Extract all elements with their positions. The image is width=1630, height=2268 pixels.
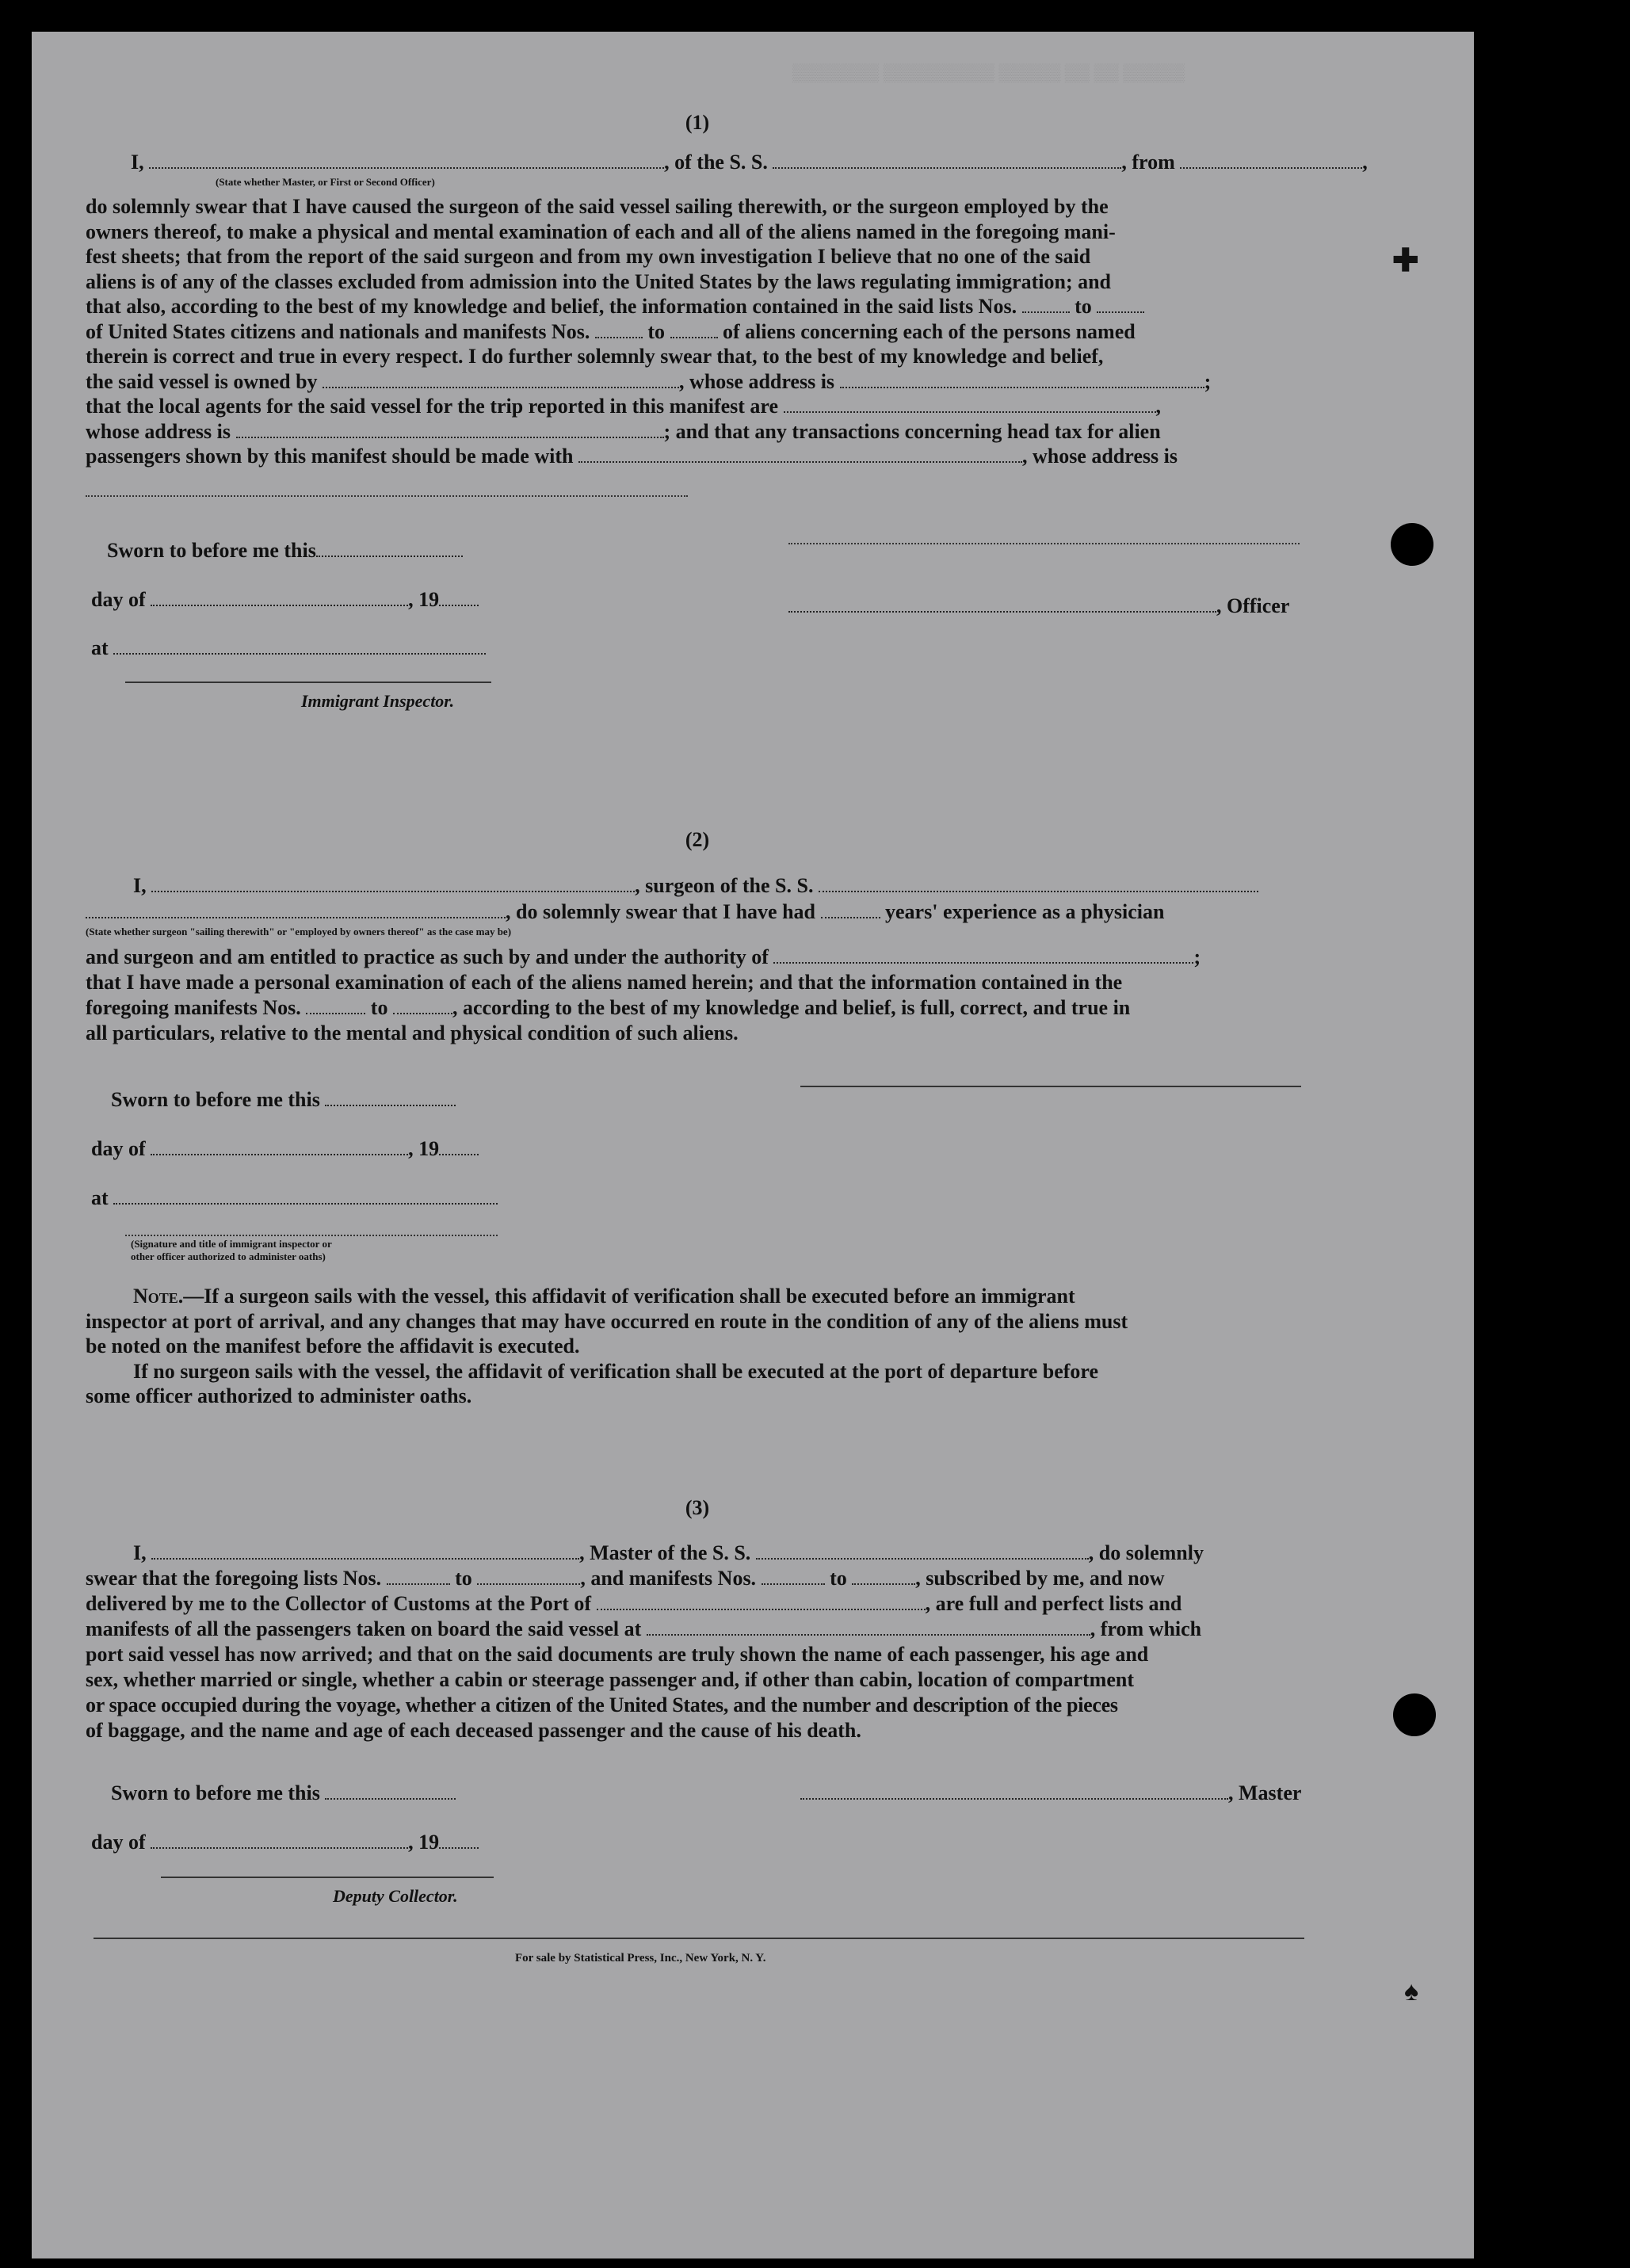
section-2-line-2: , do solemnly swear that I have had years' experience as a physician [86, 900, 1164, 924]
section-3-day-of: day of , 19 [91, 1831, 479, 1854]
section-3-line-2: swear that the foregoing lists Nos. to , and manifests Nos. to , subscribed by me, and now [86, 1567, 1165, 1590]
section-1-day-of: day of , 19 [91, 588, 479, 612]
section-3-line-1: I, , Master of the S. S. , do solemnly [133, 1541, 1204, 1564]
section-2-surgeon-note: (State whether surgeon "sailing therewith" or "employed by owners thereof" as the case may be) [86, 926, 512, 937]
clip-mark: ✚ [1392, 242, 1419, 278]
section-3-line-6: sex, whether married or single, whether a cabin or steerage passenger and, if other than cabin, location of compartment [86, 1668, 1134, 1691]
section-1-at: at [91, 636, 486, 660]
section-3-line-8: of baggage, and the name and age of each deceased passenger and the cause of his death. [86, 1719, 861, 1742]
section-2-note: Note.—If a surgeon sails with the vessel, this affidavit of verification shall be executed before an immigrant inspector at port of arrival, and any changes that may have occurred en route in the condition of any of the aliens must be noted on the manifest before the affidavit is executed. If no surgeon sails with the vessel, the affidavit of verification shall be executed at the port of departure before some officer authorized to administer oaths. [86, 1285, 1128, 1407]
section-3-signature-title: Deputy Collector. [333, 1886, 458, 1906]
section-2-number: (2) [685, 828, 710, 851]
section-2-day-of: day of , 19 [91, 1137, 479, 1161]
section-1-officer: , Officer [788, 594, 1289, 618]
section-2-line-5: foregoing manifests Nos. to , according to the best of my knowledge and belief, is full, correct, and true in [86, 996, 1131, 1019]
section-2-at: at [91, 1186, 498, 1210]
section-2-line-1: I, , surgeon of the S. S. [133, 874, 1258, 898]
section-1-number: (1) [685, 111, 710, 134]
section-1-signature-title: Immigrant Inspector. [301, 691, 455, 711]
bleed-through-text: ▒▒▒▒▒ ▒▒ ▒▒ ▒▒▒▒▒ ▒▒▒▒▒▒▒▒▒ ▒▒▒▒▒▒▒ [792, 64, 1185, 84]
section-2-signature-title-2: other officer authorized to administer oaths) [131, 1250, 326, 1262]
section-1-sworn: Sworn to before me this [107, 539, 463, 563]
section-3-line-5: port said vessel has now arrived; and that on the said documents are truly shown the name of each passenger, his age and [86, 1643, 1149, 1666]
section-3-sworn: Sworn to before me this [111, 1781, 456, 1805]
section-1-line-1: I, , of the S. S. , from , [131, 151, 1368, 174]
punch-hole-bottom [1393, 1693, 1436, 1736]
section-1-officer-note: (State whether Master, or First or Second Officer) [216, 176, 435, 188]
section-3-line-3: delivered by me to the Collector of Customs at the Port of , are full and perfect lists and [86, 1592, 1182, 1615]
section-1-paragraph: do solemnly swear that I have caused the surgeon of the said vessel sailing therewith, or the surgeon employed by the owners thereof, to make a physical and mental examination of each and all of the aliens named in the foregoing mani- fest sheets; that from the report of the said surgeon and from my own investigation I believe that no one of the said aliens is of any of the classes excluded from admission into the United States by the laws regulating immigration; and that also, according to the best of my knowledge and belief, the information contained in the said lists Nos. to of United States citizens and nationals and manifests Nos. to of aliens concerning each of the persons named therein is correct and true in every respect. I do further solemnly swear that, to the best of my knowledge and belief, the said vessel is owned by , whose address is ; that the local agents for the said vessel for the trip reported in this manifest are , whose address is ; and that any transactions concerning head tax for alien passengers shown by this manifest should be made with , whose address is [86, 195, 1212, 468]
section-2-line-4: that I have made a personal examination of each of the aliens named herein; and that the information contained in the [86, 971, 1123, 994]
note-label: Note. [133, 1285, 184, 1308]
section-3-line-7: or space occupied during the voyage, whether a citizen of the United States, and the number and description of the pieces [86, 1693, 1118, 1716]
punch-hole-top [1391, 523, 1433, 566]
section-3-number: (3) [685, 1496, 710, 1519]
manifest-back-page [32, 32, 1474, 2258]
section-2-signature-title-1: (Signature and title of immigrant inspector or [131, 1238, 332, 1250]
section-3-line-4: manifests of all the passengers taken on board the said vessel at , from which [86, 1617, 1202, 1640]
section-2-sworn: Sworn to before me this [111, 1088, 456, 1112]
section-2-line-6: all particulars, relative to the mental and physical condition of such aliens. [86, 1021, 739, 1044]
footer-rule [94, 1938, 1304, 1939]
spade-mark: ♠ [1404, 1977, 1419, 2006]
section-2-line-3: and surgeon and am entitled to practice as such by and under the authority of ; [86, 945, 1201, 968]
footer-imprint: For sale by Statistical Press, Inc., New York, N. Y. [515, 1952, 766, 1964]
section-3-master: , Master [800, 1781, 1301, 1805]
